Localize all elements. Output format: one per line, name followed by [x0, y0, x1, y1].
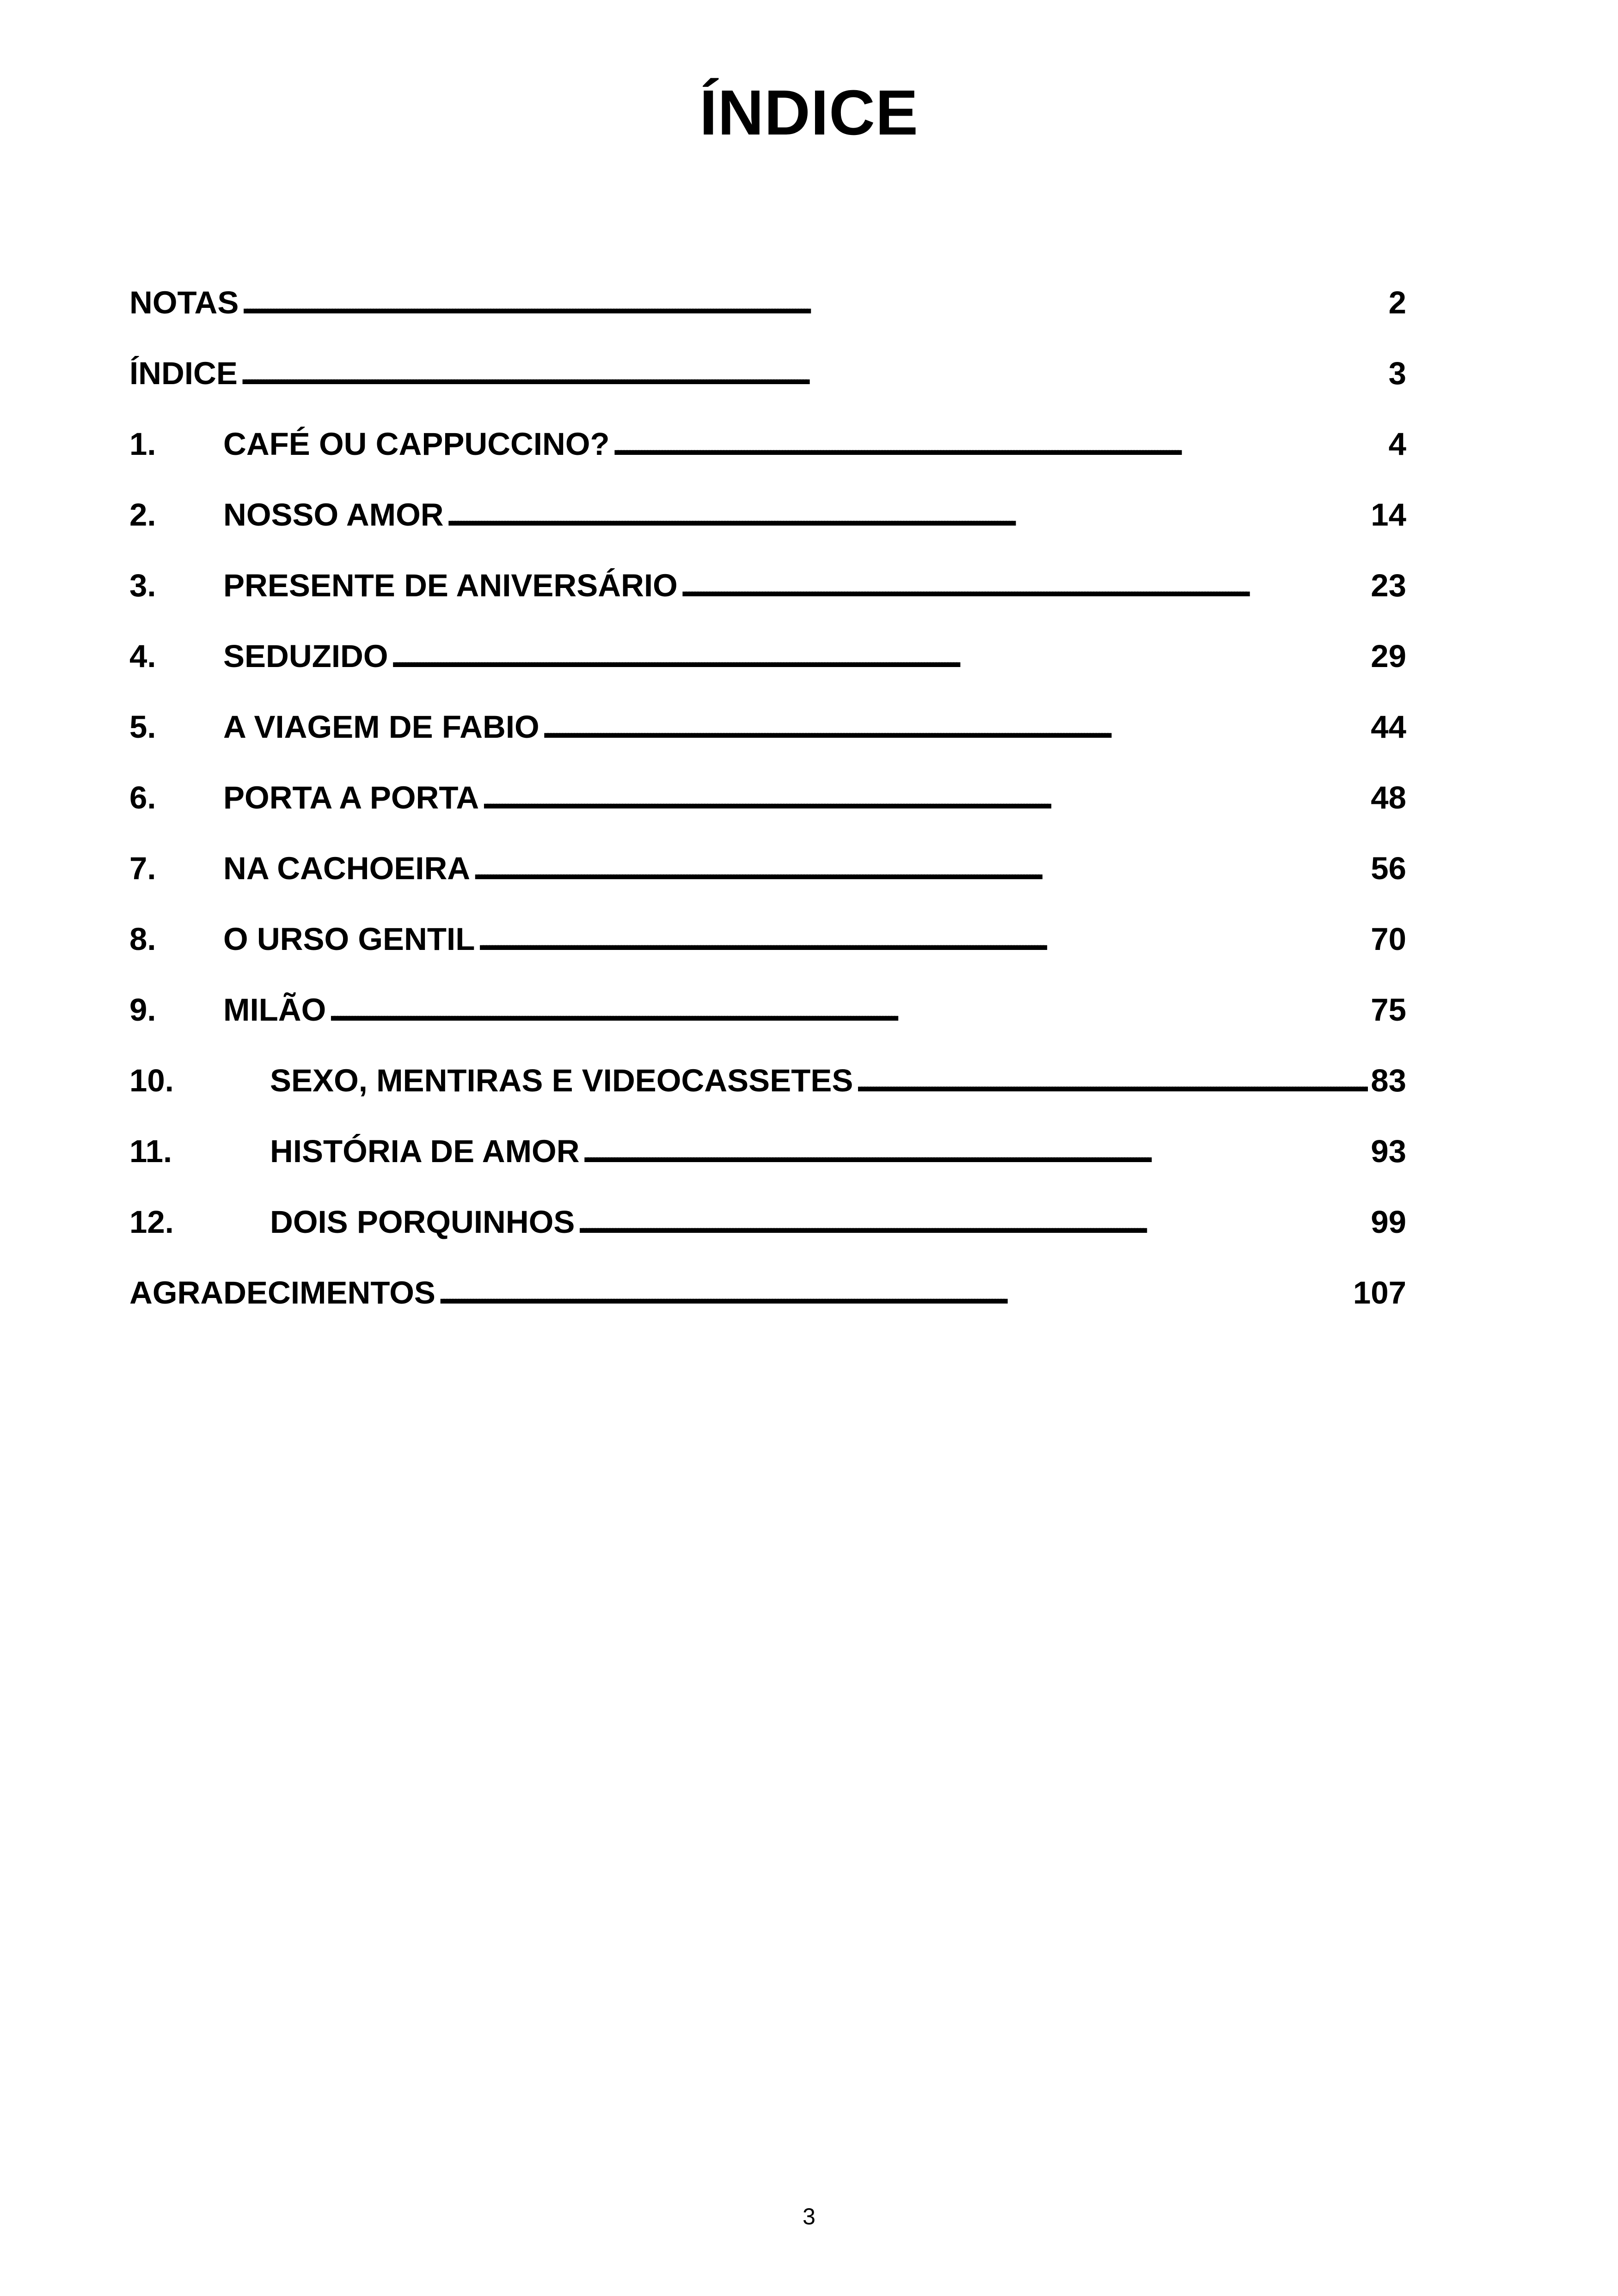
toc-entry-number: 2.: [129, 497, 156, 533]
toc-entry-page: 107: [1353, 1275, 1406, 1310]
toc-entry-label: CAFÉ OU CAPPUCCINO?: [223, 426, 610, 462]
toc-entry-page: 2: [1388, 285, 1406, 320]
toc-entry-page: 83: [1371, 1063, 1406, 1098]
toc-dot-leader: [447, 499, 1368, 531]
toc-entry-chapter-3[interactable]: [129, 569, 1406, 640]
toc-entry-page: 3: [1388, 355, 1406, 391]
toc-entry-chapter-8[interactable]: [129, 923, 1406, 994]
toc-entry-page: 56: [1371, 851, 1406, 886]
toc-entry-number: 12.: [129, 1204, 174, 1240]
page-number: 3: [803, 2204, 815, 2229]
toc-entry-label: NOSSO AMOR: [223, 497, 444, 533]
toc-entry-number: 3.: [129, 568, 156, 603]
toc-entry-agradecimentos[interactable]: [129, 1277, 1406, 1347]
toc-entry-chapter-11[interactable]: [129, 1135, 1406, 1206]
toc-entry-page: 29: [1371, 638, 1406, 674]
toc-dot-leader: [240, 357, 1386, 389]
page-title: ÍNDICE: [699, 77, 919, 148]
toc-dot-leader: [613, 428, 1386, 460]
toc-dot-leader: [577, 1206, 1368, 1238]
toc-dot-leader: [542, 711, 1368, 743]
toc-entry-page: 14: [1371, 497, 1406, 533]
toc-entry-label: SEXO, MENTIRAS E VIDEOCASSETES: [270, 1063, 853, 1098]
table-of-contents: [129, 287, 1406, 1347]
toc-entry-label: NA CACHOEIRA: [223, 851, 471, 886]
toc-entry-chapter-2[interactable]: [129, 499, 1406, 569]
toc-entry-label: NOTAS: [129, 285, 239, 320]
toc-entry-page: 99: [1371, 1204, 1406, 1240]
toc-entry-page: 48: [1371, 780, 1406, 815]
toc-entry-chapter-5[interactable]: [129, 711, 1406, 782]
toc-entry-number: 9.: [129, 992, 156, 1028]
toc-entry-label: MILÃO: [223, 992, 326, 1028]
toc-entry-label: ÍNDICE: [129, 355, 238, 391]
toc-entry-number: 4.: [129, 638, 156, 674]
toc-entry-number: 1.: [129, 426, 156, 462]
toc-entry-number: 10.: [129, 1063, 174, 1098]
toc-entry-page: 70: [1371, 921, 1406, 957]
toc-entry-number: 5.: [129, 709, 156, 745]
toc-entry-page: 23: [1371, 568, 1406, 603]
toc-entry-chapter-10[interactable]: [129, 1065, 1406, 1135]
toc-entry-label: O URSO GENTIL: [223, 921, 475, 957]
toc-entry-page: 4: [1388, 426, 1406, 462]
toc-dot-leader: [329, 994, 1368, 1026]
toc-dot-leader: [482, 782, 1368, 814]
toc-entry-number: 11.: [129, 1133, 172, 1169]
toc-dot-leader: [856, 1065, 1368, 1096]
toc-entry-number: 6.: [129, 780, 156, 815]
toc-entry-indice[interactable]: [129, 357, 1406, 428]
toc-entry-page: 93: [1371, 1133, 1406, 1169]
toc-entry-number: 7.: [129, 851, 156, 886]
toc-entry-chapter-12[interactable]: [129, 1206, 1406, 1277]
toc-entry-chapter-4[interactable]: [129, 640, 1406, 711]
toc-entry-page: 75: [1371, 992, 1406, 1028]
toc-entry-label: DOIS PORQUINHOS: [270, 1204, 575, 1240]
toc-dot-leader: [241, 287, 1385, 318]
toc-entry-number: 8.: [129, 921, 156, 957]
toc-entry-label: HISTÓRIA DE AMOR: [270, 1133, 580, 1169]
toc-entry-label: A VIAGEM DE FABIO: [223, 709, 539, 745]
toc-entry-chapter-9[interactable]: [129, 994, 1406, 1065]
toc-entry-notas[interactable]: [129, 287, 1406, 357]
toc-dot-leader: [391, 640, 1368, 672]
toc-entry-label: AGRADECIMENTOS: [129, 1275, 435, 1310]
toc-entry-page: 44: [1371, 709, 1406, 745]
toc-entry-label: PORTA A PORTA: [223, 780, 479, 815]
toc-entry-label: PRESENTE DE ANIVERSÁRIO: [223, 568, 678, 603]
toc-entry-chapter-6[interactable]: [129, 782, 1406, 852]
toc-entry-label: SEDUZIDO: [223, 638, 388, 674]
toc-dot-leader: [438, 1277, 1350, 1309]
toc-dot-leader: [680, 569, 1368, 601]
toc-dot-leader: [582, 1135, 1368, 1167]
toc-entry-chapter-1[interactable]: [129, 428, 1406, 499]
toc-dot-leader: [473, 852, 1368, 884]
toc-dot-leader: [478, 923, 1368, 955]
toc-entry-chapter-7[interactable]: [129, 852, 1406, 923]
